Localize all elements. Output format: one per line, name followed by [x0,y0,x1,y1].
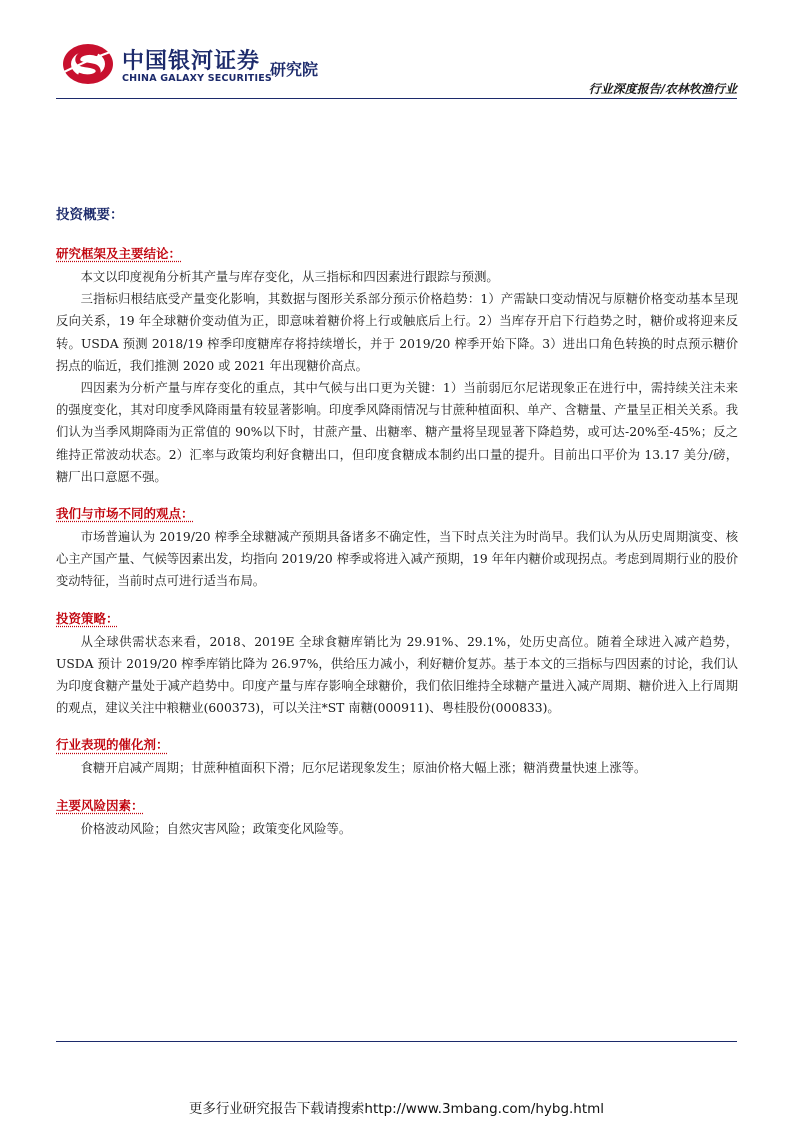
paragraph: 从全球供需状态来看，2018、2019E 全球食糖库销比为 29.91%、29.1%，处历史高位。随着全球进入减产趋势，USDA 预计 2019/20 榨季库销比降为 26.97%，供给压力减小，利好糖价复苏。基于本文的三指标与四因素的讨论，我们认为印度食糖产量处于减产趋势中。印度产量与库存影响全球糖价，我们依旧维持全球糖产量进入减产周期、糖价进入上行周期的观点，建议关注中粮糖业(600373)，可以关注*ST 南糖(000911)、粤桂股份(000833)。 [56,634,738,716]
brand-name-en: CHINA GALAXY SECURITIES [122,73,272,84]
paragraph: 价格波动风险；自然灾害风险；政策变化风险等。 [80,821,352,836]
header-divider [56,98,737,99]
footer-divider [56,1041,737,1042]
paragraph: 四因素为分析产量与库存变化的重点，其中气候与出口更为关键：1）当前弱厄尔尼诺现象正在进行中，需持续关注未来的强度变化，其对印度季风降雨量有较显著影响。印度季风降雨情况与甘蔗种植面积、单产、含糖量、产量呈正相关关系。我们认为当季风期降雨为正常值的 90%以下时，甘蔗产量、出糖率、糖产量将呈现显著下降趋势，或可达-20%至-45%；反之维持正常波动状态。2）汇率与政策均利好食糖出口，但印度食糖成本制约出口量的提升。目前出口平价为 13.17 美分/磅，糖厂出口意愿不强。 [56,381,738,484]
download-notice: 更多行业研究报告下载请搜索http://www.3mbang.com/hybg.html [188,1101,605,1117]
section-risk-factors [56,796,738,840]
section-framework [56,244,738,488]
paragraph: 市场普遍认为 2019/20 榨季全球糖减产预期具备诸多不确定性，当下时点关注为时尚早。我们认为从历史周期演变、核心主产国产量、气候等因素出发，均指向 2019/20 榨季或将进入减产预期，19 年年内糖价或现拐点。考虑到周期行业的股价变动特征，当前时点可进行适当布局。 [56,530,738,589]
section-investment-strategy [56,609,738,720]
page-title: 投资概要： [56,207,124,223]
section-differing-views [56,504,738,593]
section-catalysts [56,735,738,779]
main-content [56,244,738,840]
galaxy-s-logo-icon [58,40,118,88]
brand-name-cn: 中国银河证券 [122,49,261,74]
paragraph: 三指标归根结底受产量变化影响，其数据与图形关系部分预示价格趋势：1）产需缺口变动情况与原糖价格变动基本呈现反向关系，19 年全球糖价变动值为正，即意味着糖价将上行或触底后上行。2）当库存开启下行趋势之时，糖价或将迎来反转。USDA 预测 2018/19 榨季印度糖库存将持续增长，并于 2019/20 榨季开始下降。3）进出口角色转换的时点预示糖价拐点的临近，我们推测 2020 或 2021 年出现糖价高点。 [56,292,738,373]
institute-label: 研究院 [270,60,319,79]
paragraph: 食糖开启减产周期；甘蔗种植面积下滑；厄尔尼诺现象发生；原油价格大幅上涨；糖消费量快速上涨等。 [80,761,647,776]
section-heading: 研究框架及主要结论： [56,246,182,261]
paragraph: 本文以印度视角分析其产量与库存变化，从三指标和四因素进行跟踪与预测。 [80,270,499,284]
report-type-label: 行业深度报告/农林牧渔行业 [588,82,737,96]
section-heading: 主要风险因素： [56,797,144,813]
section-heading: 行业表现的催化剂： [56,737,169,753]
section-heading: 投资策略： [56,610,119,626]
section-heading: 我们与市场不同的观点： [56,506,194,522]
